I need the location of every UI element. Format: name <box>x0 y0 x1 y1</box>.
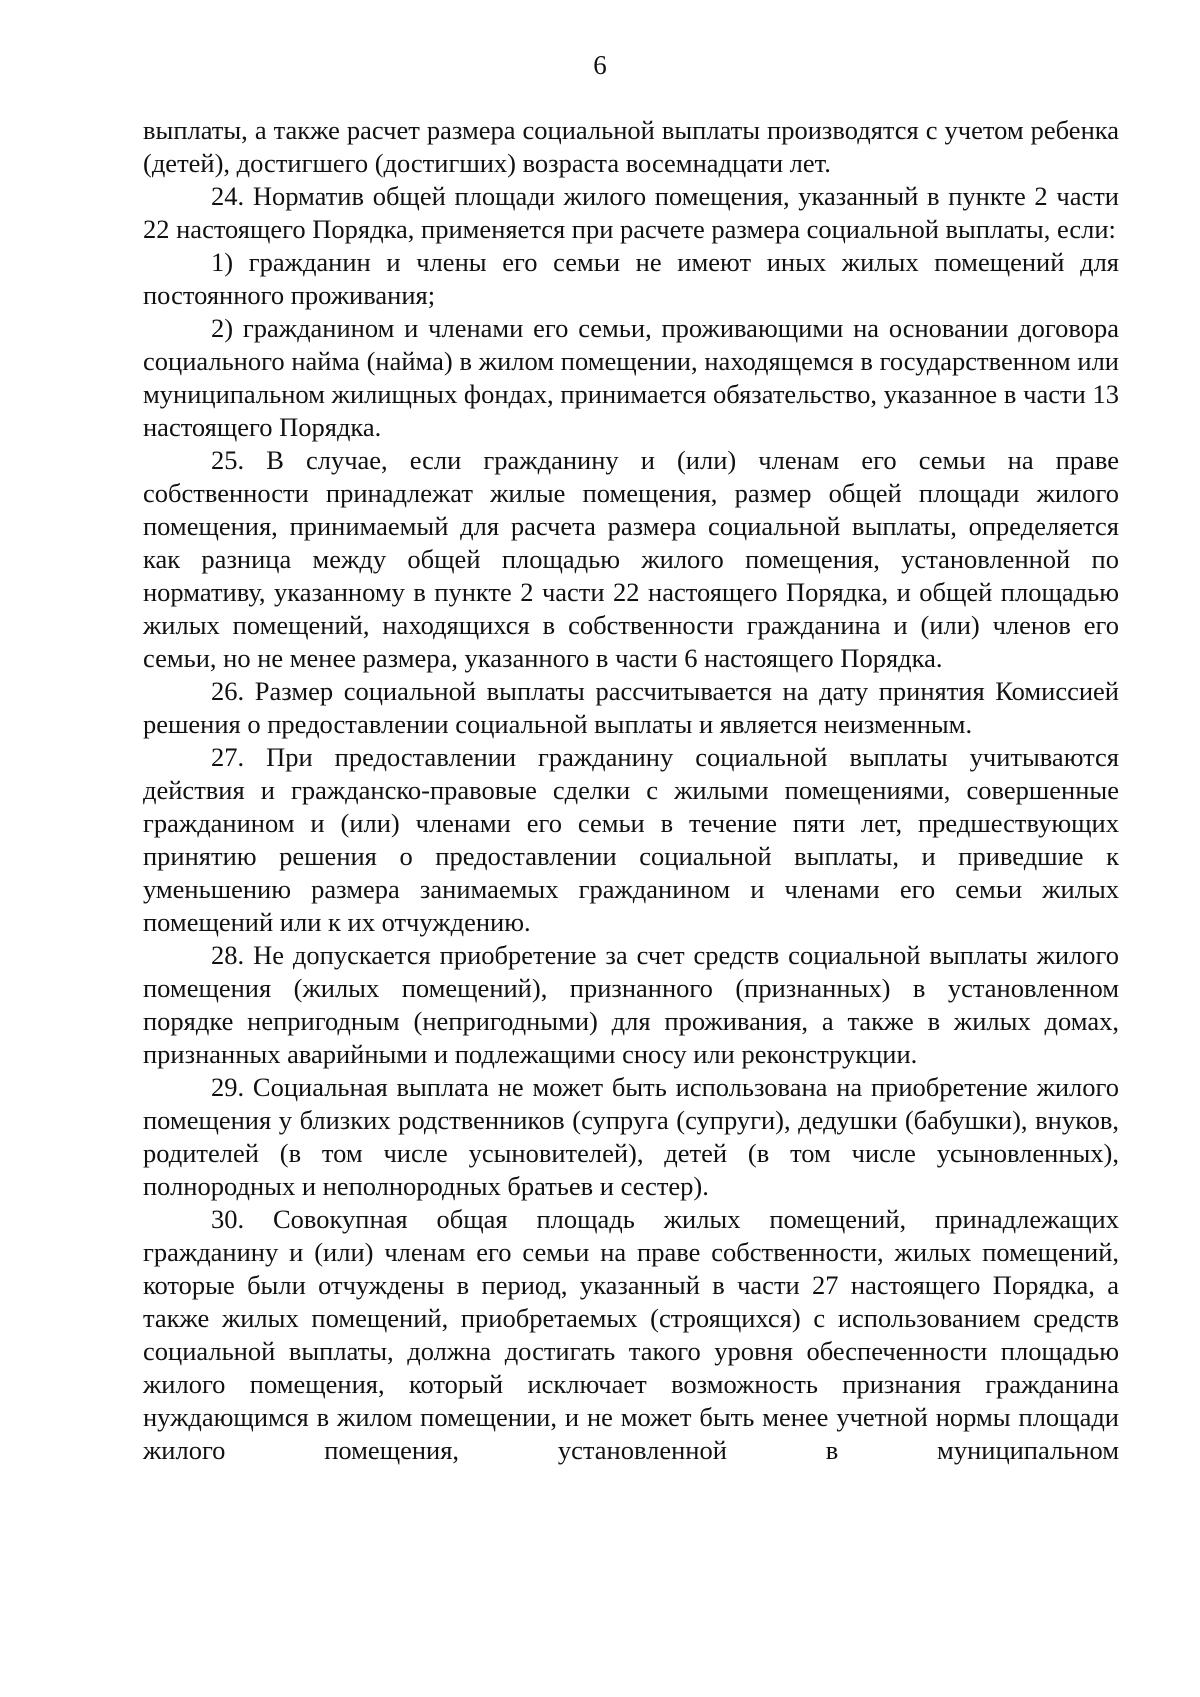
paragraph-24: 24. Норматив общей площади жилого помещения, указанный в пункте 2 части 22 настоящего Порядка, применяется при расчете размера социальной выплаты, если: <box>143 181 1119 244</box>
paragraph-30: 30. Совокупная общая площадь жилых помещений, принадлежащих гражданину и (или) членам его семьи на праве собственности, жилых помещений, которые были отчуждены в период, указанный в части 27 настоящего Порядка, а также жилых помещений, приобретаемых (строящихся) с использованием средств социальной выплаты, должна достигать такого уровня обеспеченности площадью жилого помещения, который исключает возможность признания гражданина нуждающимся в жилом помещении, и не может быть менее учетной нормы площади жилого помещения, установленной в муниципальном <box>143 1204 1119 1465</box>
page-number: 6 <box>593 50 607 80</box>
paragraph-24-item-1: 1) гражданин и члены его семьи не имеют иных жилых помещений для постоянного проживания; <box>143 247 1119 310</box>
paragraph-29: 29. Социальная выплата не может быть использована на приобретение жилого помещения у близких родственников (супруга (супруги), дедушки (бабушки), внуков, родителей (в том числе усыновителей), детей (в том числе усыновленных), полнородных и неполнородных братьев и сестер). <box>143 1072 1119 1201</box>
paragraph-continuation: выплаты, а также расчет размера социальной выплаты производятся с учетом ребенка (детей), достигшего (достигших) возраста восемнадцати лет. <box>143 115 1119 178</box>
paragraph-26: 26. Размер социальной выплаты рассчитывается на дату принятия Комиссией решения о предоставлении социальной выплаты и является неизменным. <box>143 676 1119 739</box>
paragraph-28: 28. Не допускается приобретение за счет средств социальной выплаты жилого помещения (жилых помещений), признанного (признанных) в установленном порядке непригодным (непригодными) для проживания, а также в жилых домах, признанных аварийными и подлежащими сносу или реконструкции. <box>143 940 1119 1069</box>
paragraph-25: 25. В случае, если гражданину и (или) членам его семьи на праве собственности принадлежат жилые помещения, размер общей площади жилого помещения, принимаемый для расчета размера социальной выплаты, определяется как разница между общей площадью жилого помещения, установленной по нормативу, указанному в пункте 2 части 22 настоящего Порядка, и общей площадью жилых помещений, находящихся в собственности гражданина и (или) членов его семьи, но не менее размера, указанного в части 6 настоящего Порядка. <box>143 445 1119 673</box>
paragraph-27: 27. При предоставлении гражданину социальной выплаты учитываются действия и гражданско-правовые сделки с жилыми помещениями, совершенные гражданином и (или) членами его семьи в течение пяти лет, предшествующих принятию решения о предоставлении социальной выплаты, и приведшие к уменьшению размера занимаемых гражданином и членами его семьи жилых помещений или к их отчуждению. <box>143 742 1119 937</box>
paragraph-24-item-2: 2) гражданином и членами его семьи, проживающими на основании договора социального найма (найма) в жилом помещении, находящемся в государственном или муниципальном жилищных фондах, принимается обязательство, указанное в части 13 настоящего Порядка. <box>143 313 1119 442</box>
document-body <box>143 114 1119 1467</box>
